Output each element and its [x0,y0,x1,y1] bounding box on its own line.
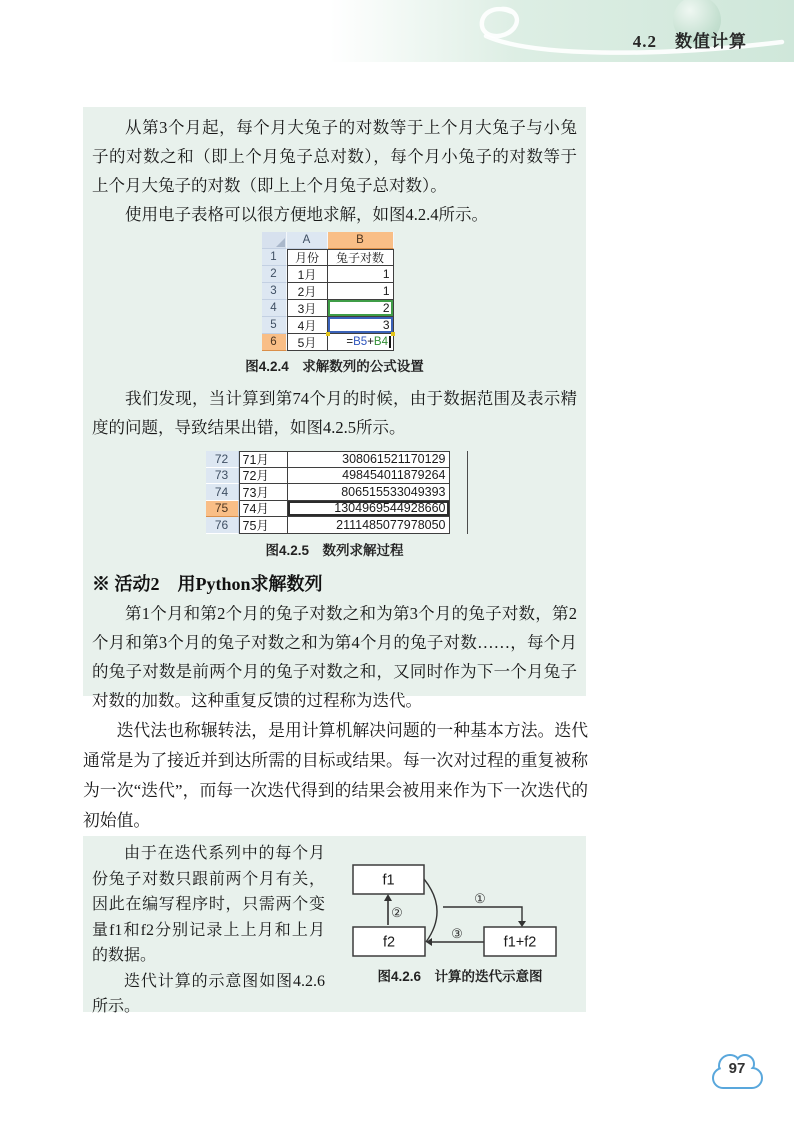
cell: 498454011879264 [288,468,450,485]
figure-424 [92,232,577,375]
selection-handle [391,332,395,336]
column-header: A [287,232,328,249]
cell: 1月 [287,266,328,283]
cell: 308061521170129 [288,451,450,468]
cell-range-green: 2 [328,300,394,317]
cell-formula-editing [328,334,394,351]
figure-426 [345,861,575,985]
page-number-cloud [710,1050,766,1096]
formula-ref-green: B4 [373,336,388,348]
figure-caption: 图4.2.6 计算的迭代示意图 [377,969,543,984]
cell: 3月 [287,300,328,317]
paragraph: 我们发现，当计算到第74个月的时候，由于数据范围及表示精度的问题，导致结果出错，如图4.2.5所示。 [92,389,577,437]
row-header-selected: 6 [262,334,287,351]
page-number: 97 [728,1060,746,1077]
figure-425 [92,451,577,559]
selection-handle [326,332,330,336]
cell: 73月 [239,484,288,501]
cell: 71月 [239,451,288,468]
row-header: 3 [262,283,287,300]
select-all-corner [262,232,287,249]
arrow-2-head [384,894,392,901]
arrow-3-head [426,938,432,946]
arrow-1-line [443,907,522,922]
node-sum-label: f1+f2 [503,934,537,951]
cell: 74月 [239,501,288,518]
cell-selected: 1304969544928660 [288,501,450,518]
figure-caption: 图4.2.5 数列求解过程 [265,542,404,558]
cell: 2111485077978050 [288,517,450,534]
gridline [467,451,468,534]
chapter-header-band [330,0,794,62]
row-header: 74 [206,484,239,501]
formula-equals: = [346,336,354,348]
cell: 1 [328,283,394,300]
paragraph: 由于在迭代系列中的每个月份兔子对数只跟前两个月有关，因此在编写程序时，只需两个变量f1和f2分别记录上上月和上月的数据。 [92,845,325,964]
step-1-label: ① [474,891,486,906]
row-header: 4 [262,300,287,317]
column-header-selected: B [328,232,394,249]
cell: 2月 [287,283,328,300]
spreadsheet-overflow-result [206,451,450,534]
row-header: 72 [206,451,239,468]
row-header: 76 [206,517,239,534]
paragraph: 迭代计算的示意图如图4.2.6所示。 [92,972,325,1015]
content-box-activity [83,107,586,710]
cell: 72月 [239,468,288,485]
paragraph: 使用电子表格可以很方便地求解，如图4.2.4所示。 [125,205,488,224]
row-header: 1 [262,249,287,266]
join-arc [424,879,437,942]
node-f2-label: f2 [382,934,396,951]
spreadsheet-formula-setup [262,232,394,351]
cell: 兔子对数 [328,249,394,266]
node-f1-label: f1 [382,872,395,889]
body-paragraph: 迭代法也称辗转法，是用计算机解决问题的一种基本方法。迭代通常是为了接近并到达所需的目标或结果。每一次对过程的重复被称为一次“迭代”，而每一次迭代得到的结果会被用来作为下一次迭代的初始值。 [83,721,588,830]
paragraph: 从第3个月起，每个月大兔子的对数等于上个月大兔子与小兔子的对数之和（即上个月兔子总对数），每个月小兔子的对数等于上个月大兔子的对数（即上上个月兔子总对数）。 [92,118,577,195]
formula-ref-blue: B5 [353,336,368,348]
cell: 月份 [287,249,328,266]
paragraph: 第1个月和第2个月的兔子对数之和为第3个月的兔子对数，第2个月和第3个月的兔子对数之和为第4个月的兔子对数……，每个月的兔子对数是前两个月的兔子对数之和，又同时作为下一个月兔子对数的加数。这种重复反馈的过程称为迭代。 [92,603,577,710]
section-title: 4.2 数值计算 [632,32,747,51]
row-header-selected: 75 [206,501,239,518]
iteration-text-column [92,841,325,1020]
row-header: 2 [262,266,287,283]
cell-range-blue: 3 [328,317,394,334]
cell: 75月 [239,517,288,534]
step-3-label: ③ [451,926,463,941]
text-cursor [389,336,391,348]
activity-heading: ※ 活动2 用Python求解数列 [92,573,323,594]
arrow-1-head [518,921,526,927]
corner-triangle-icon [276,238,285,247]
content-box-iteration [83,836,586,1015]
cell: 4月 [287,317,328,334]
formula-plus: + [367,336,374,348]
cell: 5月 [287,334,328,351]
figure-caption: 图4.2.4 求解数列的公式设置 [245,359,424,374]
cell: 1 [328,266,394,283]
step-2-label: ② [391,905,403,920]
row-header: 73 [206,468,239,485]
cell: 806515533049393 [288,484,450,501]
iteration-diagram [350,861,560,961]
row-header: 5 [262,317,287,334]
